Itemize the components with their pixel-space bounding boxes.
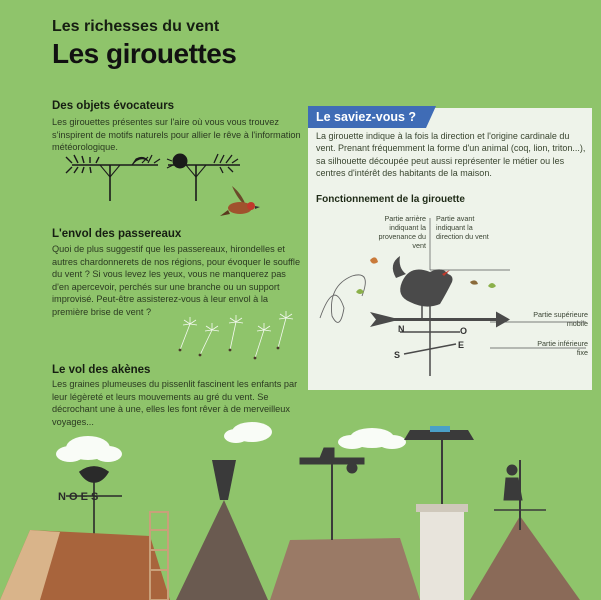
compass-letter: S: [394, 350, 401, 360]
leaf-icon: [470, 280, 478, 284]
cloud-icon: [224, 422, 272, 443]
weathervane-diagram: [310, 208, 590, 388]
diagram-title: Fonctionnement de la girouette: [316, 194, 465, 205]
bird-vane-left-icon: [66, 155, 160, 201]
seed-icon: [180, 317, 197, 350]
page-title: Les girouettes: [52, 38, 237, 69]
section-kicker: Les richesses du vent: [52, 18, 220, 35]
leaf-icon: [370, 257, 378, 263]
wind-swirl-icon: [320, 275, 365, 323]
label-rear: Partie arrière indiquant la provenance du vent: [378, 214, 426, 250]
vane-mill-icon: [212, 460, 236, 500]
chimney: [420, 510, 464, 600]
seed-icon: [229, 315, 243, 350]
heading-objets: Des objets évocateurs: [52, 100, 175, 112]
heading-envol: L'envol des passereaux: [52, 228, 182, 240]
seed-icon: [200, 323, 219, 355]
vane-letters: N O E S: [58, 491, 99, 503]
leaf-icon: [488, 283, 496, 288]
vane-boat-icon: [404, 426, 474, 504]
panel-text: La girouette indique à la fois la direction et l'origine cardinale du vent. Prenant fréquemment la forme d'un animal (coq, lion, triton...), sa silhouette découpée peut aussi représenter le métier ou les centres d'intérêt des habitants de la maison.: [316, 131, 586, 179]
seed-icon: [278, 311, 293, 348]
heading-vol: Le vol des akènes: [52, 364, 151, 376]
text-objets: Les girouettes présentes sur l'aire où vous vous trouvez s'inspirent de motifs naturels pour allier le rêve à l'information météorologique.: [52, 117, 301, 153]
compass-letter: N: [398, 324, 405, 334]
roof-middle: [270, 538, 420, 600]
seed-icon: [255, 323, 271, 358]
compass-letter: E: [458, 340, 465, 350]
text-envol: Quoi de plus suggestif que les passereaux, hirondelles et autres chardonnerets de nos régions, pour évoquer le souffle du vent ? Si vous levez les yeux, vous ne manquerez pas d'en apercevoir, perchés sur une branche ou un support improvisé. Peut-être assisterez-vous à leur envol à la première brise de vent ?: [52, 244, 301, 317]
cloud-icon: [338, 428, 406, 449]
rooster-icon: [393, 256, 453, 320]
panel-heading: Le saviez-vous ?: [308, 106, 426, 128]
label-upper: Partie supérieure mobile: [533, 310, 588, 328]
vane-figure-icon: [494, 460, 546, 530]
compass-cross-icon: [400, 320, 460, 376]
roof-right: [470, 516, 580, 600]
dandelion-seeds-illustration: [160, 300, 310, 370]
roof-tower: [176, 500, 268, 600]
label-front: Partie avant indiquant la direction du vent: [436, 214, 489, 241]
vane-arrow-icon: [370, 312, 510, 328]
vane-plough-icon: [300, 448, 364, 540]
sparrow-icon: [218, 182, 264, 224]
cloud-icon: [56, 436, 122, 462]
compass-letter: O: [460, 326, 468, 336]
label-lower: Partie inférieure fixe: [537, 339, 588, 357]
rooftops-illustration: [0, 420, 601, 600]
text-vol: Les graines plumeuses du pissenlit fascinent les enfants par leur légèreté et leurs mouvements au gré du vent. Se décrochant une à une, elles les font rêver à de merveilleux voyages...: [52, 379, 298, 427]
